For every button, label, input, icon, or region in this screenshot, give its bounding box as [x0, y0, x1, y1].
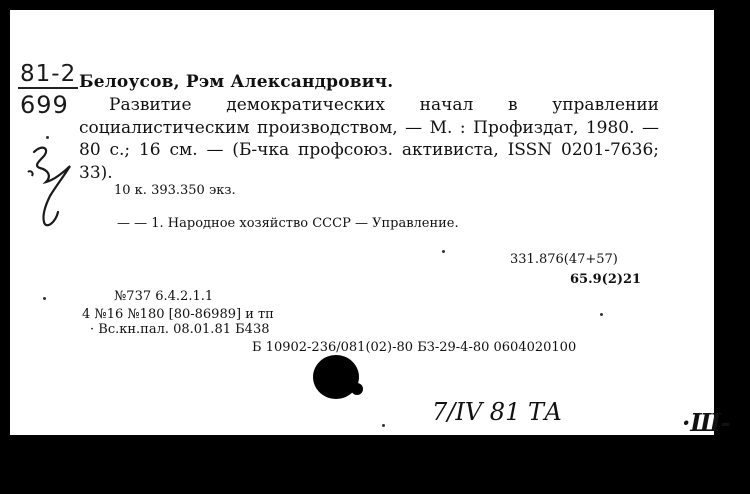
ink-blot-small [351, 383, 363, 395]
speck [442, 250, 445, 253]
udc-index: 331.876(47+57) [510, 252, 618, 267]
book-chamber-stamp: · Вс.кн.пал. 08.01.81 Б438 [90, 322, 270, 337]
speck [600, 313, 603, 316]
catalog-card [10, 10, 731, 437]
handwritten-hook-icon [20, 142, 86, 230]
order-line: 4 №16 №180 [80-86989] и тп [82, 307, 274, 322]
bibliographic-description: Развитие демократических начал в управлении социалистическим производством, — М. : Профиздат, 1980. — 80 с.; 16 см. — (Б-чка профсоюз. активиста, ISSN 0201-7636; 33). [79, 95, 659, 183]
subject-heading: — — 1. Народное хозяйство СССР — Управление. [117, 216, 459, 231]
speck [382, 424, 385, 427]
handwritten-signature: 7/IV 81 ТА [432, 398, 563, 426]
author-heading: Белоусов, Рэм Александрович. [79, 72, 394, 92]
shelf-mark-top: 81-2 [20, 61, 77, 87]
speck [43, 297, 46, 300]
publisher-code: Б 10902-236/081(02)-80 БЗ-29-4-80 0604020100 [252, 340, 577, 355]
card-number: №737 6.4.2.1.1 [114, 289, 214, 304]
bbk-index: 65.9(2)21 [570, 272, 642, 287]
speck [46, 136, 49, 139]
shelf-mark-bottom: 699 [20, 91, 69, 119]
price-and-print-run: 10 к. 393.350 экз. [114, 183, 236, 198]
edge-handwritten-mark: ·Ш- [682, 408, 731, 437]
shelf-mark-divider [18, 87, 78, 89]
